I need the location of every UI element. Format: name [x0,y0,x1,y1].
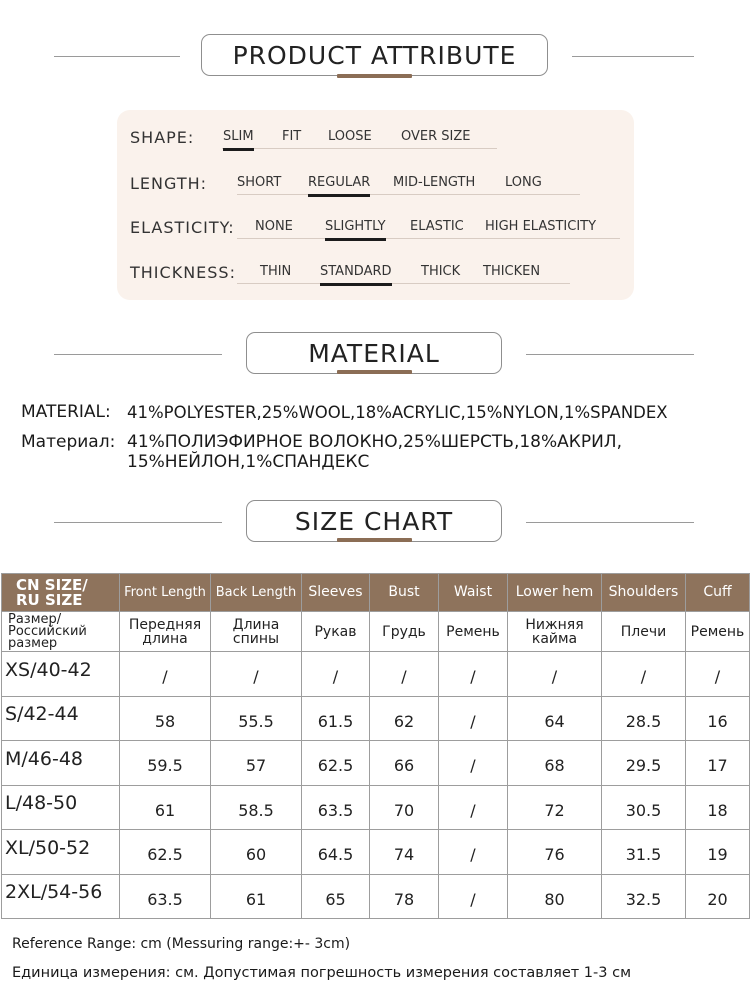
measurement-cell: 64.5 [302,830,370,875]
measurement-cell: 68 [508,741,602,786]
measurement-cell: 65 [302,874,370,919]
header-ru-shoulders: Плечи [602,612,686,652]
header-ru-cuff: Ремень [686,612,750,652]
table-header-row-en [2,574,750,612]
header-ru-line2: Российский [8,623,87,639]
measurement-cell: 57 [211,741,302,786]
size-label-cell: XL/50-52 [2,830,120,875]
measurement-cell: 62 [370,696,439,741]
measurement-cell: / [439,741,508,786]
attribute-option-label: OVER SIZE [401,129,471,144]
attribute-option [260,264,291,279]
attribute-panel [117,110,634,300]
attribute-option-label: LONG [505,175,542,190]
header-ru-front-length: Передняя длина [120,612,211,652]
measurement-cell: / [508,652,602,697]
attribute-option [410,219,464,234]
attribute-option-label: THIN [260,264,292,279]
measurement-cell: / [602,652,686,697]
measurement-cell: / [302,652,370,697]
measurement-cell: 30.5 [602,785,686,830]
measurement-cell: 60 [211,830,302,875]
material-ru-label: Материал: [21,432,116,452]
attribute-option-label: THICKEN [483,264,541,279]
size-label-cell: XS/40-42 [2,652,120,697]
table-row [2,874,750,919]
attribute-option [393,175,475,190]
attribute-option-label: SLIM [223,129,254,144]
measurement-cell: / [120,652,211,697]
attribute-section-header [0,34,750,84]
measurement-cell: 74 [370,830,439,875]
attribute-option [485,219,596,234]
material-ru-value-line1: 41%ПОЛИЭФИРНОЕ ВОЛОКНО,25%ШЕРСТЬ,18%АКРИЛ, [127,432,622,452]
attribute-option [421,264,460,279]
reference-note-en: Reference Range: cm (Messuring range:+- 3cm) [12,936,351,952]
measurement-cell: 61 [120,785,211,830]
measurement-cell: 18 [686,785,750,830]
table-header-row-ru [2,612,750,652]
selected-marker [308,194,370,197]
header-cn-line2: RU SIZE [16,590,83,609]
attribute-row [117,168,634,198]
attribute-rule [237,194,580,195]
attribute-option-label: SHORT [237,175,282,190]
measurement-cell: 58 [120,696,211,741]
size-chart-section-header [0,500,750,550]
measurement-cell: 31.5 [602,830,686,875]
material-en-value: 41%POLYESTER,25%WOOL,18%ACRYLIC,15%NYLON,1%SPANDEX [127,403,668,422]
reference-note-ru: Единица измерения: см. Допустимая погрешность измерения составляет 1-3 см [12,965,632,981]
attribute-option-label: HIGH ELASTICITY [485,219,597,234]
header-bust: Bust [370,574,439,612]
attribute-option-label: STANDARD [320,264,392,279]
attribute-rule [237,238,620,239]
measurement-cell: 78 [370,874,439,919]
attribute-option-label: ELASTIC [410,219,464,234]
attribute-option-label: MID-LENGTH [393,175,476,190]
table-row [2,830,750,875]
table-row [2,652,750,697]
material-title-pill [246,332,502,374]
attribute-option [328,129,372,144]
attribute-title: PRODUCT ATTRIBUTE [232,40,517,70]
measurement-cell: / [439,830,508,875]
material-title-accent [337,370,412,374]
header-cn-size [2,574,120,612]
measurement-cell: / [686,652,750,697]
size-chart-title-pill [246,500,502,542]
measurement-cell: 58.5 [211,785,302,830]
measurement-cell: 80 [508,874,602,919]
measurement-cell: 17 [686,741,750,786]
attribute-option-label: NONE [255,219,293,234]
header-cn-line1: CN SIZE/ [16,575,88,594]
attribute-option [505,175,542,190]
selected-marker [320,283,392,286]
attribute-label: ELASTICITY: [130,218,235,237]
measurement-cell: 29.5 [602,741,686,786]
attribute-option [282,129,301,144]
attribute-option [237,175,281,190]
header-front-length: Front Length [120,574,211,612]
attribute-rule [237,283,570,284]
measurement-cell: / [370,652,439,697]
measurement-cell: 64 [508,696,602,741]
material-ru-value-line2: 15%НЕЙЛОН,1%СПАНДЕКС [127,452,370,472]
header-sleeves: Sleeves [302,574,370,612]
material-title: MATERIAL [308,338,440,368]
header-cuff: Cuff [686,574,750,612]
measurement-cell: 28.5 [602,696,686,741]
selected-marker [325,238,386,241]
header-waist: Waist [439,574,508,612]
header-ru-size [2,612,120,652]
measurement-cell: 70 [370,785,439,830]
measurement-cell: 19 [686,830,750,875]
size-label-cell: L/48-50 [2,785,120,830]
divider-left [54,354,222,355]
divider-right [526,522,694,523]
measurement-cell: / [439,874,508,919]
header-ru-sleeves: Рукав [302,612,370,652]
measurement-cell: 63.5 [302,785,370,830]
attribute-rule [222,148,497,149]
attribute-row [117,122,634,152]
attribute-label: THICKNESS: [130,263,236,282]
measurement-cell: 61.5 [302,696,370,741]
divider-right [526,354,694,355]
size-label-cell: M/46-48 [2,741,120,786]
attribute-row [117,212,634,242]
header-ru-line3: размер [8,635,58,651]
header-ru-waist: Ремень [439,612,508,652]
measurement-cell: 62.5 [302,741,370,786]
measurement-cell: 76 [508,830,602,875]
measurement-cell: / [439,696,508,741]
divider-left [54,522,222,523]
size-chart-table [1,573,750,919]
attribute-option [325,219,386,234]
attribute-option-label: THICK [421,264,461,279]
attribute-option [308,175,370,190]
header-lower-hem: Lower hem [508,574,602,612]
size-chart-title-accent [337,538,412,542]
measurement-cell: 66 [370,741,439,786]
attribute-option [401,129,470,144]
table-row [2,785,750,830]
attribute-option [320,264,392,279]
header-shoulders: Shoulders [602,574,686,612]
divider-left [54,56,180,57]
measurement-cell: 62.5 [120,830,211,875]
table-row [2,696,750,741]
attribute-option [223,129,254,144]
header-ru-back-length: Длина спины [211,612,302,652]
attribute-option [483,264,540,279]
measurement-cell: / [439,785,508,830]
attribute-title-accent [337,74,412,78]
header-back-length: Back Length [211,574,302,612]
attribute-label: SHAPE: [130,128,195,147]
measurement-cell: 72 [508,785,602,830]
header-ru-bust: Грудь [370,612,439,652]
material-section-header [0,332,750,382]
size-label-cell: S/42-44 [2,696,120,741]
measurement-cell: 59.5 [120,741,211,786]
attribute-title-pill [201,34,548,76]
material-en-label: MATERIAL: [21,402,111,422]
measurement-cell: 16 [686,696,750,741]
size-label-cell: 2XL/54-56 [2,874,120,919]
measurement-cell: 32.5 [602,874,686,919]
attribute-label: LENGTH: [130,174,208,193]
attribute-option-label: FIT [282,129,302,144]
selected-marker [223,148,254,151]
measurement-cell: 63.5 [120,874,211,919]
measurement-cell: / [211,652,302,697]
measurement-cell: 61 [211,874,302,919]
attribute-option [255,219,293,234]
header-ru-line1: Размер/ [8,611,62,627]
table-row [2,741,750,786]
header-ru-lower-hem: Нижняя кайма [508,612,602,652]
measurement-cell: 20 [686,874,750,919]
measurement-cell: / [439,652,508,697]
attribute-option-label: REGULAR [308,175,371,190]
measurement-cell: 55.5 [211,696,302,741]
size-chart-title: SIZE CHART [294,506,454,536]
attribute-option-label: SLIGHTLY [325,219,386,234]
attribute-option-label: LOOSE [328,129,372,144]
attribute-row [117,257,634,287]
divider-right [572,56,694,57]
